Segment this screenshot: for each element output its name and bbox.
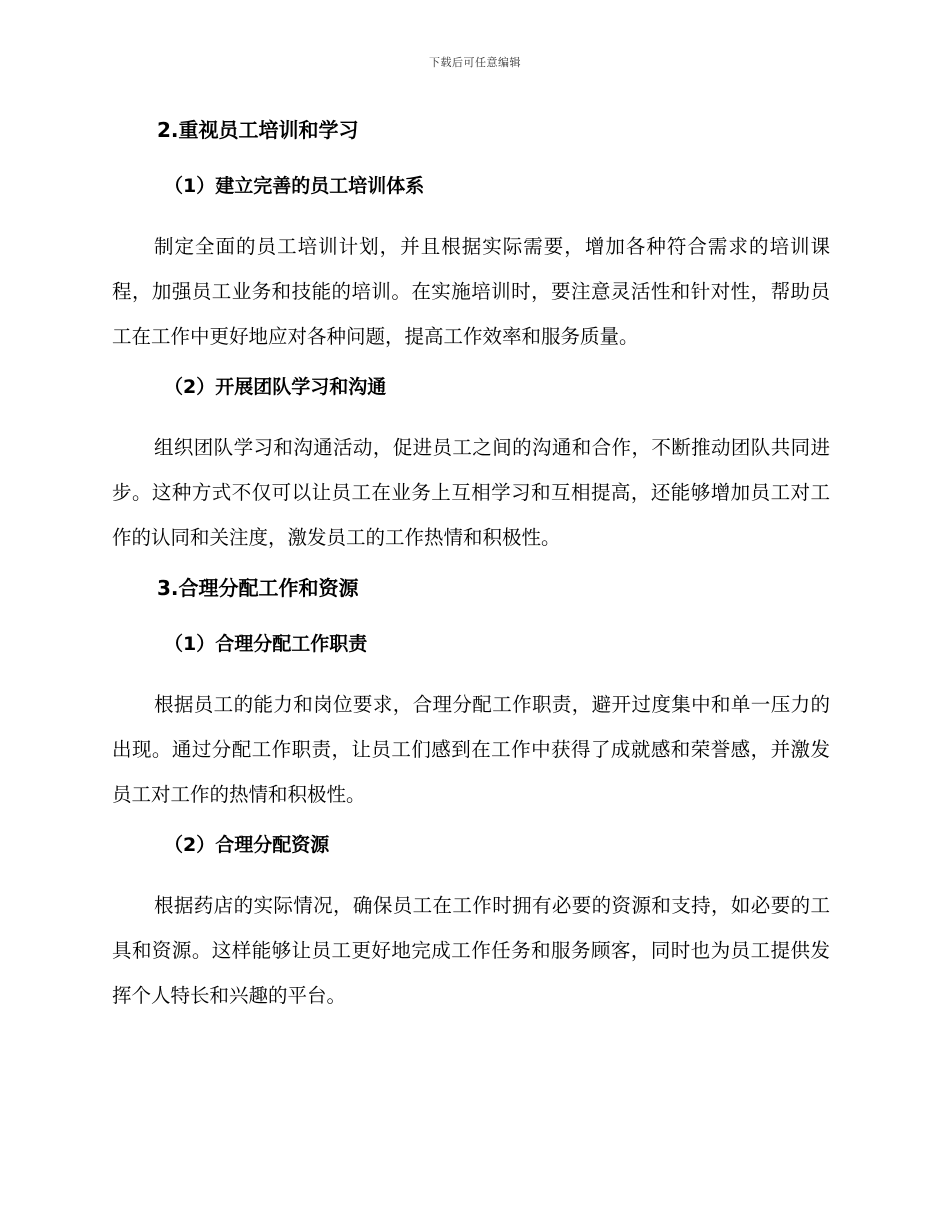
subsection-title: （1）建立完善的员工培训体系 xyxy=(164,175,425,197)
paragraph: 根据药店的实际情况，确保员工在工作时拥有必要的资源和支持，如必要的工具和资源。这样能够让员工更好地完成工作任务和服务顾客，同时也为员工提供发挥个人特长和兴趣的平台。 xyxy=(112,894,830,1007)
subsection-title: （2）合理分配资源 xyxy=(164,834,330,856)
document-body xyxy=(112,112,830,1028)
paragraph: 组织团队学习和沟通活动，促进员工之间的沟通和合作，不断推动团队共同进步。这种方式不仅可以让员工在业务上互相学习和互相提高，还能够增加员工对工作的认同和关注度，激发员工的工作热情和积极性。 xyxy=(112,436,830,549)
section-heading: 3.合理分配工作和资源 xyxy=(157,576,359,600)
paragraph: 制定全面的员工培训计划，并且根据实际需要，增加各种符合需求的培训课程，加强员工业务和技能的培训。在实施培训时，要注意灵活性和针对性，帮助员工在工作中更好地应对各种问题，提高工作效率和服务质量。 xyxy=(112,235,830,348)
section-heading: 2.重视员工培训和学习 xyxy=(157,118,359,142)
paragraph: 根据员工的能力和岗位要求，合理分配工作职责，避开过度集中和单一压力的出现。通过分配工作职责，让员工们感到在工作中获得了成就感和荣誉感，并激发员工对工作的热情和积极性。 xyxy=(112,693,830,806)
page-header: 下载后可任意编辑 xyxy=(429,56,521,69)
subsection-title: （2）开展团队学习和沟通 xyxy=(164,376,387,398)
subsection-title: （1）合理分配工作职责 xyxy=(164,633,368,655)
